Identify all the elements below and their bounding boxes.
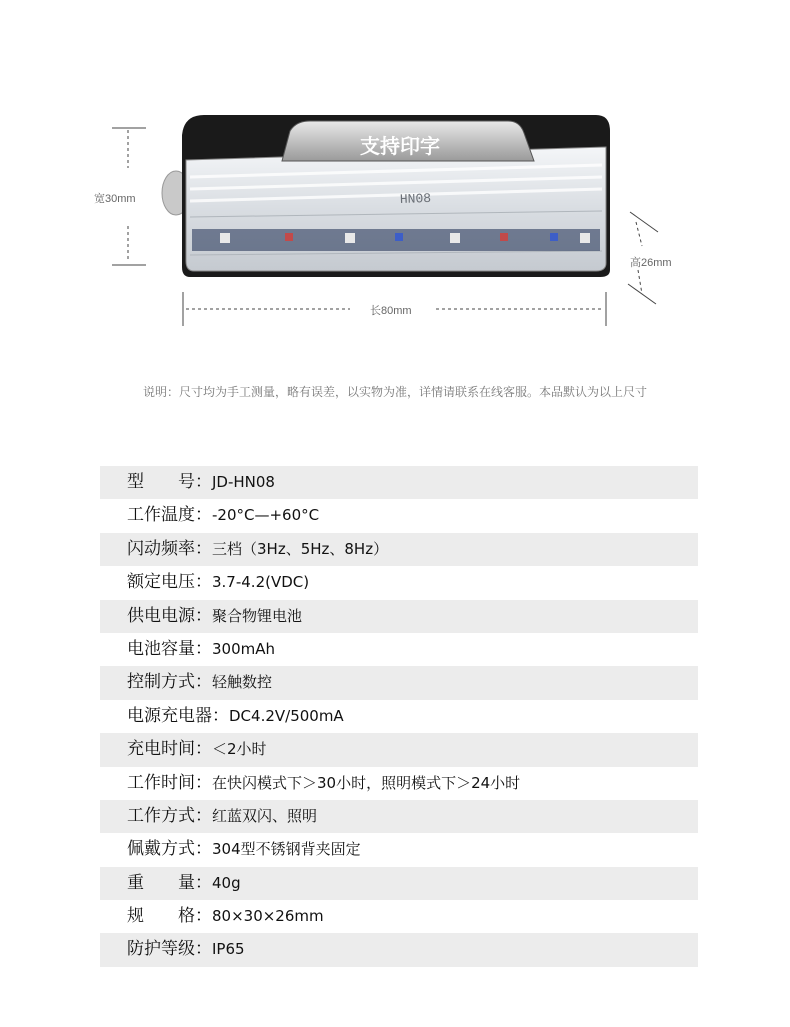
spec-value: 在快闪模式下＞30小时，照明模式下＞24小时 [212,773,521,792]
length-label: 长80mm [370,305,412,317]
spec-value: -20°C—+60°C [212,506,320,525]
spec-value: 300mAh [212,639,276,658]
spec-row-work-mode [100,800,698,833]
measurement-note: 说明：尺寸均为手工测量，略有误差，以实物为准，详情请联系在线客服。本品默认为以上尺寸 [142,385,647,399]
spec-label: 工作温度： [127,505,212,526]
spec-label: 佩戴方式： [127,839,212,860]
spec-label: 闪动频率： [127,538,212,559]
spec-row-voltage [100,566,698,599]
badge-text: 支持印字 [360,134,440,158]
spec-value: 红蓝双闪、照明 [212,806,318,825]
spec-row-battery [100,633,698,666]
spec-label: 工作方式： [127,805,212,826]
spec-row-power-source [100,600,698,633]
spec-row-control [100,666,698,699]
spec-label: 重 量： [127,872,212,893]
width-label: 宽30mm [94,193,136,205]
spec-row-weight [100,867,698,900]
height-label: 高26mm [630,257,672,269]
spec-value: 聚合物锂电池 [212,606,303,625]
spec-label: 防护等级： [127,939,212,960]
spec-value: 三档（3Hz、5Hz、8Hz） [212,539,389,558]
spec-label: 充电时间： [127,739,212,760]
spec-row-charge-time [100,733,698,766]
spec-label: 规 格： [127,906,212,927]
spec-row-protection [100,933,698,966]
spec-row-temperature [100,499,698,532]
spec-row-frequency [100,533,698,566]
spec-value: 304型不锈钢背夹固定 [212,840,361,859]
spec-label: 控制方式： [127,672,212,693]
spec-value: 80×30×26mm [212,907,324,926]
spec-value: 3.7-4.2(VDC) [212,573,310,592]
spec-value: IP65 [212,940,245,959]
spec-value: DC4.2V/500mA [229,706,344,725]
spec-value: 轻触数控 [212,673,273,692]
spec-label: 工作时间： [127,772,212,793]
lens-text: HN08 [399,190,432,207]
spec-table [100,466,698,967]
spec-label: 型 号： [127,472,212,492]
spec-label: 额定电压： [127,572,212,593]
spec-row-charger [100,700,698,733]
spec-value: 40g [212,873,241,892]
spec-row-model [100,466,698,499]
spec-label: 电源充电器： [127,705,229,726]
spec-row-wearing [100,833,698,866]
spec-row-work-time [100,767,698,800]
spec-label: 供电电源： [127,605,212,626]
spec-label: 电池容量： [127,638,212,659]
spec-value: JD-HN08 [212,473,275,491]
spec-value: ＜2小时 [212,740,267,759]
spec-row-size [100,900,698,933]
